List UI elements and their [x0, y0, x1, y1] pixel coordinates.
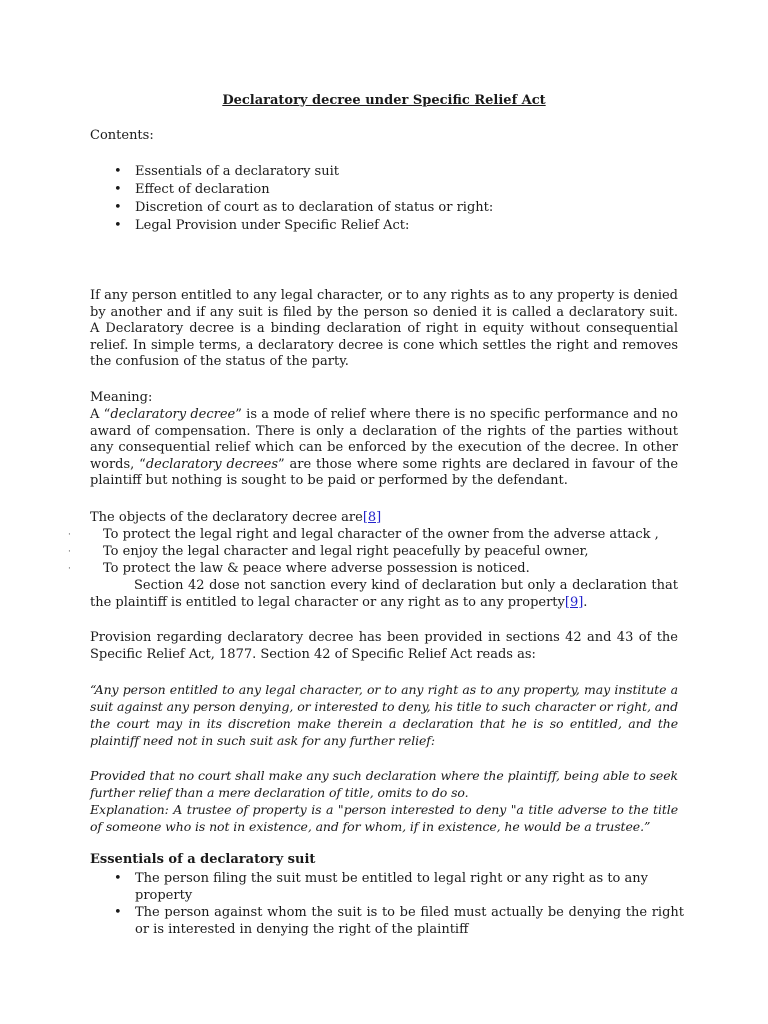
- term-declaratory-decrees: declaratory decrees: [145, 456, 279, 472]
- list-item: • Essentials of a declaratory suit: [114, 164, 339, 179]
- explanation-paragraph: Explanation: A trustee of property is a "person interested to deny "a title adverse to the title of someone who is not in existence, and for whom, if in existence, he would be a trustee.”: [90, 802, 678, 834]
- small-bullet-icon: ·: [68, 530, 71, 540]
- footnote-link-9[interactable]: [9]: [564, 594, 584, 610]
- section42-note: Section 42 dose not sanction every kind of declaration but only a declaration that the plaintiff is entitled to legal character or any right as to any property[9].: [90, 578, 678, 610]
- list-item: • Discretion of court as to declaration of status or right:: [114, 200, 494, 215]
- meaning-paragraph: A “declaratory decree” is a mode of relief where there is no specific performance and no award of compensation. There is only a declaration of the rights of the parties without any consequential relief which can be enforced by the execution of the decree. In other words, “declaratory decrees” are those where some rights are declared in favour of the plaintiff but nothing is sought to be paid or performed by the defendant.: [90, 407, 679, 488]
- small-bullet-icon: ·: [68, 564, 71, 574]
- provision-paragraph: Provision regarding declaratory decree has been provided in sections 42 and 43 of the Specific Relief Act, 1877. Section 42 of Specific Relief Act reads as:: [90, 630, 678, 662]
- object-item: To protect the law & peace where adverse possession is noticed.: [103, 561, 530, 576]
- list-item: • Legal Provision under Specific Relief Act:: [114, 218, 410, 233]
- bullet-icon: •: [114, 905, 122, 920]
- bullet-icon: •: [114, 182, 122, 197]
- term-declaratory-decree: declaratory decree: [110, 407, 236, 422]
- footnote-link-8[interactable]: [8]: [362, 510, 382, 525]
- objects-intro: The objects of the declaratory decree are[8]: [90, 510, 382, 525]
- intro-paragraph: If any person entitled to any legal character, or to any rights as to any property is denied by another and if any suit is filed by the person so denied it is called a declaratory suit. A Declaratory decree is a binding declaration of right in equity without consequential relief. In simple terms, a declaratory decree is cone which settles the right and removes the confusion of the status of the party.: [90, 288, 678, 369]
- meaning-label: Meaning:: [90, 390, 153, 405]
- list-item: • The person against whom the suit is to be filed must actually be denying the right or is interested in denying the right of the plaintiff: [114, 905, 684, 937]
- page-title: Declaratory decree under Specific Relief Act: [222, 93, 546, 108]
- essentials-list: [114, 870, 684, 938]
- contents-label: Contents:: [90, 128, 154, 143]
- small-bullet-icon: ·: [68, 547, 71, 557]
- proviso-paragraph: Provided that no court shall make any such declaration where the plaintiff, being able to seek further relief than a mere declaration of title, omits to do so.: [90, 768, 678, 800]
- object-item: To enjoy the legal character and legal right peacefully by peaceful owner,: [103, 544, 589, 559]
- object-item: To protect the legal right and legal character of the owner from the adverse attack ,: [103, 527, 659, 542]
- list-item: • Effect of declaration: [114, 182, 270, 197]
- list-item: • The person filing the suit must be entitled to legal right or any right as to any property: [114, 871, 648, 903]
- contents-list: [114, 163, 684, 235]
- bullet-icon: •: [114, 218, 122, 233]
- section42-quote: “Any person entitled to any legal character, or to any right as to any property, may institute a suit against any person denying, or interested to deny, his title to such character or right, and the court may in its discretion make therein a declaration that he is so entitled, and the plaintiff need not in such suit ask for any further relief:: [90, 682, 678, 748]
- essentials-heading: Essentials of a declaratory suit: [90, 852, 316, 867]
- bullet-icon: •: [114, 200, 122, 215]
- bullet-icon: •: [114, 164, 122, 179]
- bullet-icon: •: [114, 871, 122, 886]
